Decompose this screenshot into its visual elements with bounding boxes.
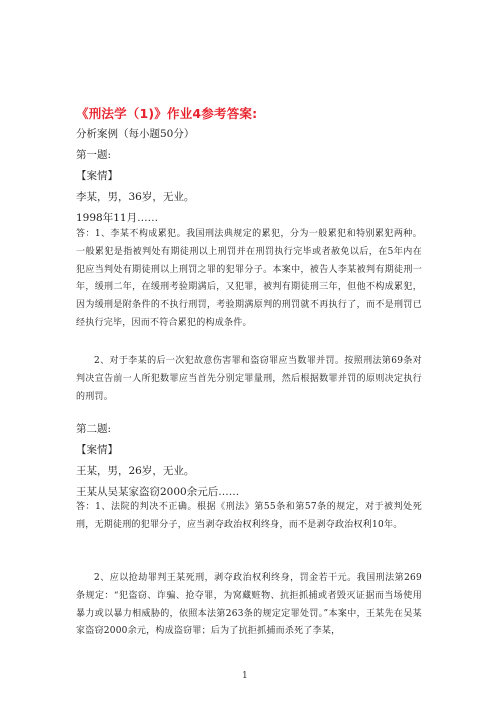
case2-summary: 王某从吴某家盗窃2000余元后……	[76, 486, 240, 498]
case2-label: 第二题:	[76, 423, 112, 435]
case2-answer-2: 2、应以抢劫罪判王某死刑，剥夺政治权利终身，罚金若干元。我国刑法第269条规定：“犯盗窃、诈骗、抢夺罪，为窝藏赃物、抗拒抓捕或者毁灭证据而当场使用暴力或以暴力相威胁的，依照本法第263条的规定定罪处罚。”本案中，王某先在吴某家盗窃2000余元，构成盗窃罪；后为了抗拒抓捕而杀死了李某，	[76, 573, 422, 637]
case1-label: 第一题:	[76, 149, 112, 161]
case1-answer-2: 2、对于李某的后一次犯故意伤害罪和盗窃罪应当数罪并罚。按照刑法第69条对判决宣告前一人所犯数罪应当首先分别定罪量刑，然后根据数罪并罚的原则决定执行的刑罚。	[76, 356, 422, 402]
case1-date: 1998年11月……	[76, 212, 159, 224]
case1-tag: 【案情】	[76, 170, 118, 182]
page-number: 1	[242, 671, 248, 681]
case2-tag: 【案情】	[76, 444, 118, 456]
case2-answer-1: 答：1、法院的判决不正确。根据《刑法》第55条和第57条的规定，对于被判处死刑，无期徒刑的犯罪分子，应当剥夺政治权利终身，而不是剥夺政治权利10年。	[76, 502, 422, 530]
case1-answer-1: 答：1、李某不构成累犯。我国刑法典规定的累犯，分为一般累犯和特别累犯两种。一般累犯是指被判处有期徒刑以上刑罚并在刑罚执行完毕或者赦免以后，在5年内在犯应当判处有期徒刑以上刑罚之罪的犯罪分子。本案中，被告人李某被判有期徒刑一年，缓刑二年，在缓刑考验期满后，又犯罪，被判有期徒刑三年，但他不构成累犯，因为缓刑是附条件的不执行刑罚，考验期满原判的刑罚就不再执行了，而不是刑罚已经执行完毕，因而不符合累犯的构成条件。	[76, 229, 422, 328]
section-heading: 分析案例（每小题50分）	[76, 128, 195, 140]
case2-person: 王某，男，26岁，无业。	[76, 465, 195, 477]
document-title: 《刑法学（1)》作业4参考答案:	[76, 106, 258, 121]
case1-person: 李某，男，36岁，无业。	[76, 191, 195, 203]
